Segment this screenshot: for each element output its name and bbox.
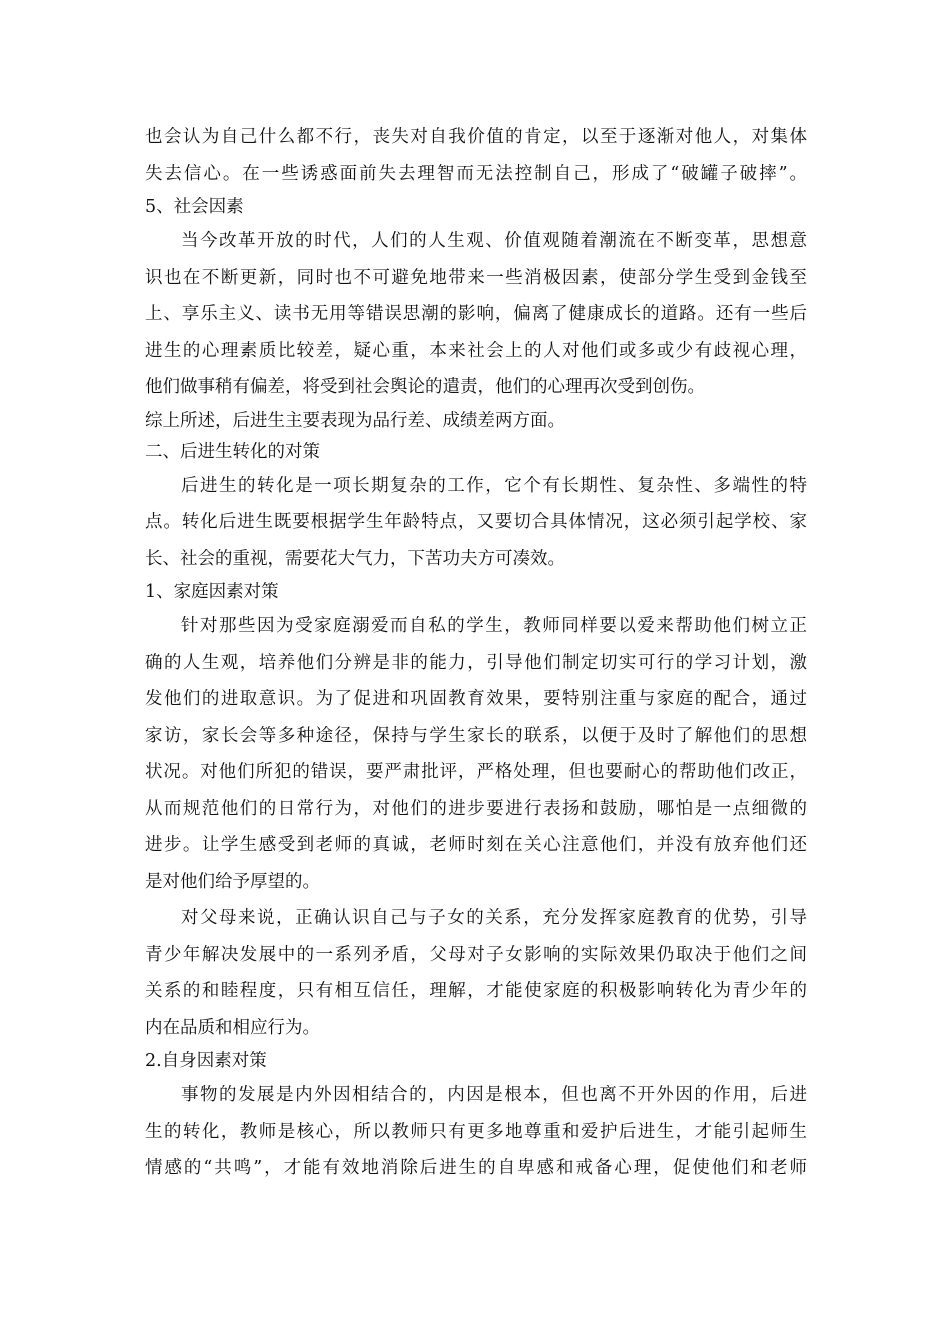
text-line: 也会认为自己什么都不行，丧失对自我价值的肯定，以至于逐渐对他人，对集体 bbox=[145, 127, 807, 147]
text-line: 是对他们给予厚望的。 bbox=[145, 871, 320, 892]
section-heading: 2.自身因素对策 bbox=[145, 1051, 267, 1071]
summary-line: 综上所述，后进生主要表现为品行差、成绩差两方面。 bbox=[145, 410, 565, 431]
text-line: 生的转化，教师是核心，所以教师只有更多地尊重和爱护后进生，才能引起师生 bbox=[145, 1121, 807, 1142]
paragraph-first-line: 当今改革开放的时代，人们的人生观、价值观随着潮流在不断变革，思想意 bbox=[181, 231, 807, 251]
text-line: 点。转化后进生既要根据学生年龄特点，又要切合具体情况，这必须引起学校、家 bbox=[145, 512, 807, 532]
paragraph-first-line: 针对那些因为受家庭溺爱而自私的学生，教师同样要以爱来帮助他们树立正 bbox=[181, 616, 807, 636]
text-line: 内在品质和相应行为。 bbox=[145, 1017, 320, 1038]
text-line: 长、社会的重视，需要花大气力，下苦功夫方可凑效。 bbox=[145, 548, 565, 569]
text-line: 确的人生观，培养他们分辨是非的能力，引导他们制定切实可行的学习计划，激 bbox=[145, 652, 807, 673]
text-line: 青少年解决发展中的一系列矛盾，父母对子女影响的实际效果仍取决于他们之间 bbox=[145, 944, 807, 965]
text-line: 失去信心。在一些诱惑面前失去理智而无法控制自己，形成了“破罐子破摔”。 bbox=[145, 163, 807, 184]
section-heading: 1、家庭因素对策 bbox=[145, 582, 279, 602]
text-line: 他们做事稍有偏差，将受到社会舆论的遣责，他们的心理再次受到创伤。 bbox=[145, 377, 705, 397]
text-line: 关系的和睦程度，只有相互信任，理解，才能使家庭的积极影响转化为青少年的 bbox=[145, 981, 807, 1001]
text-line: 情感的“共鸣”，才能有效地消除后进生的自卑感和戒备心理，促使他们和老师 bbox=[145, 1158, 807, 1178]
text-line: 识也在不断更新，同时也不可避免地带来一些消极因素，使部分学生受到金钱至 bbox=[145, 267, 807, 288]
text-line: 发他们的进取意识。为了促进和巩固教育效果，要特别注重与家庭的配合，通过 bbox=[145, 689, 807, 709]
paragraph-first-line: 对父母来说，正确认识自己与子女的关系，充分发挥家庭教育的优势，引导 bbox=[181, 908, 807, 928]
document-page bbox=[145, 119, 807, 1187]
section-heading: 二、后进生转化的对策 bbox=[145, 441, 320, 462]
text-line: 状况。对他们所犯的错误，要严肃批评，严格处理，但也要耐心的帮助他们改正， bbox=[145, 762, 807, 782]
text-line: 进生的心理素质比较差，疑心重，本来社会上的人对他们或多或少有歧视心理， bbox=[145, 340, 807, 361]
text-line: 家访，家长会等多种途径，保持与学生家长的联系，以便于及时了解他们的思想 bbox=[145, 725, 807, 746]
text-line: 从而规范他们的日常行为，对他们的进步要进行表扬和鼓励，哪怕是一点细微的 bbox=[145, 798, 807, 819]
text-line: 进步。让学生感受到老师的真诚，老师时刻在关心注意他们，并没有放弃他们还 bbox=[145, 835, 807, 855]
paragraph-first-line: 后进生的转化是一项长期复杂的工作，它个有长期性、复杂性、多端性的特 bbox=[181, 475, 807, 496]
text-line: 上、享乐主义、读书无用等错误思潮的影响，偏离了健康成长的道路。还有一些后 bbox=[145, 304, 807, 324]
section-heading: 5、社会因素 bbox=[145, 197, 244, 217]
paragraph-first-line: 事物的发展是内外因相结合的，内因是根本，但也离不开外因的作用，后进 bbox=[181, 1085, 807, 1105]
